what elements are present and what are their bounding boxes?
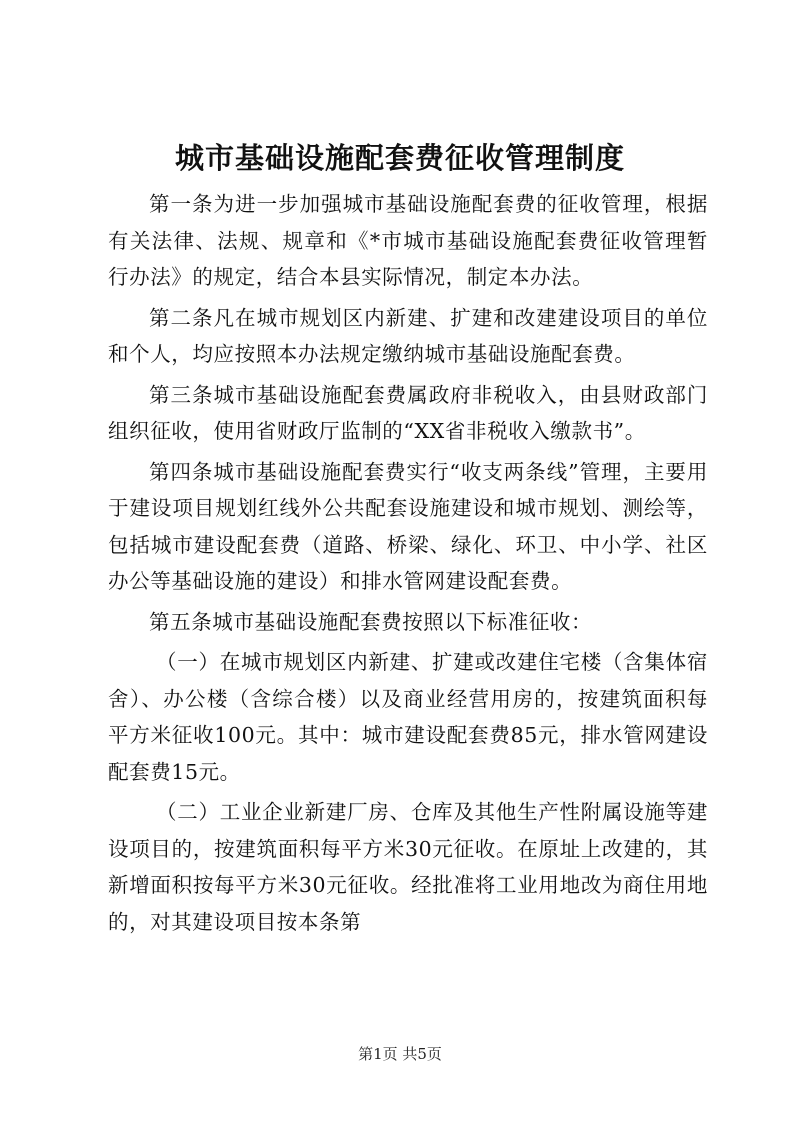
- document-title: 城市基础设施配套费征收管理制度: [174, 141, 625, 175]
- article-5-item-2-paragraph: （二）工业企业新建厂房、仓库及其他生产性附属设施等建设项目的，按建筑面积每平方米30元征收。在原址上改建的，其新增面积按每平方米30元征收。经批准将工业用地改为商住用地的，对其建设项目按本条第: [108, 800, 708, 934]
- article-2-paragraph: 第二条凡在城市规划区内新建、扩建和改建建设项目的单位和个人，均应按照本办法规定缴纳城市基础设施配套费。: [108, 305, 708, 366]
- article-3-paragraph: 第三条城市基础设施配套费属政府非税收入，由县财政部门组织征收，使用省财政厅监制的“XX省非税收入缴款书”。: [108, 382, 708, 443]
- document-body: [108, 186, 708, 944]
- article-5-item-1-paragraph: （一）在城市规划区内新建、扩建或改建住宅楼（含集体宿舍）、办公楼（含综合楼）以及商业经营用房的，按建筑面积每平方米征收100元。其中：城市建设配套费85元，排水管网建设配套费15元。: [108, 650, 708, 784]
- article-4-paragraph: 第四条城市基础设施配套费实行“收支两条线”管理，主要用于建设项目规划红线外公共配套设施建设和城市规划、测绘等，包括城市建设配套费（道路、桥梁、绿化、环卫、中小学、社区办公等基础设施的建设）和排水管网建设配套费。: [108, 459, 708, 593]
- page-number-footer: 第1页 共5页: [358, 1045, 442, 1063]
- article-1-paragraph: 第一条为进一步加强城市基础设施配套费的征收管理，根据有关法律、法规、规章和《*市城市基础设施配套费征收管理暂行办法》的规定，结合本县实际情况，制定本办法。: [108, 192, 708, 289]
- article-5-paragraph: 第五条城市基础设施配套费按照以下标准征收：: [149, 609, 593, 634]
